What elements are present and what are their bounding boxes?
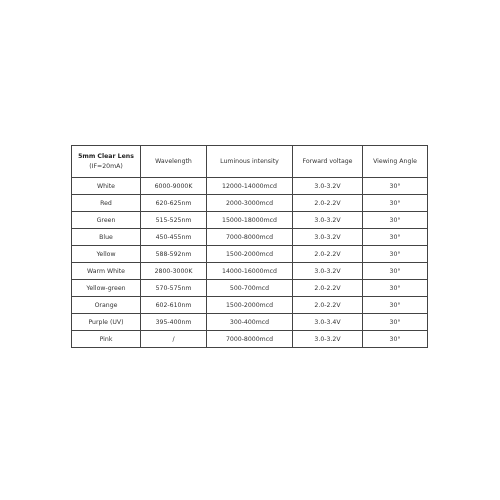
cell-luminous-intensity: 7000-8000mcd — [207, 331, 293, 348]
cell-viewing-angle: 30° — [363, 178, 428, 195]
cell-color-name: Purple (UV) — [72, 314, 141, 331]
cell-wavelength: 395-400nm — [141, 314, 207, 331]
cell-wavelength: 2800-3000K — [141, 263, 207, 280]
cell-wavelength: 6000-9000K — [141, 178, 207, 195]
cell-forward-voltage: 2.0-2.2V — [293, 280, 363, 297]
cell-viewing-angle: 30° — [363, 314, 428, 331]
cell-color-name: Red — [72, 195, 141, 212]
cell-color-name: Warm White — [72, 263, 141, 280]
table-row — [72, 314, 428, 331]
cell-forward-voltage: 3.0-3.2V — [293, 263, 363, 280]
cell-color-name: Orange — [72, 297, 141, 314]
cell-luminous-intensity: 2000-3000mcd — [207, 195, 293, 212]
cell-viewing-angle: 30° — [363, 229, 428, 246]
cell-forward-voltage: 3.0-3.2V — [293, 229, 363, 246]
led-spec-table — [71, 145, 428, 348]
cell-luminous-intensity: 14000-16000mcd — [207, 263, 293, 280]
cell-color-name: White — [72, 178, 141, 195]
table-row — [72, 263, 428, 280]
table-row — [72, 297, 428, 314]
cell-wavelength: / — [141, 331, 207, 348]
header-viewing-angle: Viewing Angle — [363, 146, 428, 178]
cell-color-name: Green — [72, 212, 141, 229]
cell-forward-voltage: 3.0-3.2V — [293, 331, 363, 348]
cell-color-name: Yellow-green — [72, 280, 141, 297]
table-row — [72, 280, 428, 297]
cell-forward-voltage: 2.0-2.2V — [293, 246, 363, 263]
cell-wavelength: 515-525nm — [141, 212, 207, 229]
lens-subtitle: (IF=20mA) — [89, 162, 123, 170]
lens-title: 5mm Clear Lens — [78, 152, 134, 160]
header-luminous-intensity: Luminous intensity — [207, 146, 293, 178]
cell-viewing-angle: 30° — [363, 212, 428, 229]
cell-color-name: Pink — [72, 331, 141, 348]
table-row — [72, 229, 428, 246]
cell-forward-voltage: 2.0-2.2V — [293, 297, 363, 314]
cell-wavelength: 588-592nm — [141, 246, 207, 263]
table-row — [72, 331, 428, 348]
table-row — [72, 178, 428, 195]
table-header-row — [72, 146, 428, 178]
cell-viewing-angle: 30° — [363, 195, 428, 212]
cell-forward-voltage: 3.0-3.2V — [293, 178, 363, 195]
cell-viewing-angle: 30° — [363, 263, 428, 280]
cell-luminous-intensity: 7000-8000mcd — [207, 229, 293, 246]
cell-viewing-angle: 30° — [363, 280, 428, 297]
cell-wavelength: 570-575nm — [141, 280, 207, 297]
cell-viewing-angle: 30° — [363, 246, 428, 263]
cell-color-name: Blue — [72, 229, 141, 246]
cell-wavelength: 620-625nm — [141, 195, 207, 212]
cell-forward-voltage: 3.0-3.2V — [293, 212, 363, 229]
cell-luminous-intensity: 15000-18000mcd — [207, 212, 293, 229]
cell-luminous-intensity: 1500-2000mcd — [207, 246, 293, 263]
cell-forward-voltage: 3.0-3.4V — [293, 314, 363, 331]
cell-wavelength: 602-610nm — [141, 297, 207, 314]
table-row — [72, 195, 428, 212]
cell-color-name: Yellow — [72, 246, 141, 263]
cell-viewing-angle: 30° — [363, 297, 428, 314]
header-forward-voltage: Forward voltage — [293, 146, 363, 178]
header-wavelength: Wavelength — [141, 146, 207, 178]
cell-forward-voltage: 2.0-2.2V — [293, 195, 363, 212]
table-row — [72, 212, 428, 229]
cell-luminous-intensity: 12000-14000mcd — [207, 178, 293, 195]
table-body — [72, 178, 428, 348]
cell-wavelength: 450-455nm — [141, 229, 207, 246]
cell-luminous-intensity: 300-400mcd — [207, 314, 293, 331]
table-row — [72, 246, 428, 263]
header-lens — [72, 146, 141, 178]
cell-luminous-intensity: 500-700mcd — [207, 280, 293, 297]
cell-viewing-angle: 30° — [363, 331, 428, 348]
cell-luminous-intensity: 1500-2000mcd — [207, 297, 293, 314]
